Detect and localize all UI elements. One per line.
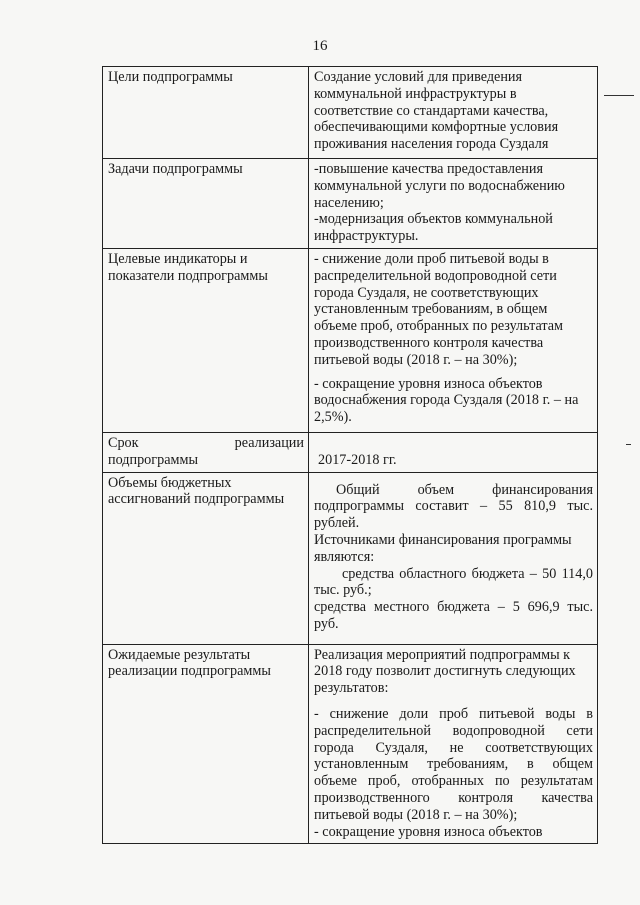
results-intro: Реализация мероприятий подпрограммы к 2018 году позволит достигнуть следующих результатов: bbox=[314, 646, 576, 697]
margin-mark bbox=[626, 444, 631, 445]
row-label-indicators: Целевые индикаторы и показатели подпрограммы bbox=[103, 248, 309, 432]
table-row bbox=[103, 67, 598, 159]
row-label-results: Ожидаемые результаты реализации подпрограммы bbox=[103, 644, 309, 844]
result-item: - снижение доли проб питьевой воды в распределительной водопроводной сети города Суздаля, не соответствующих установленным требованиям, в общем объеме проб, отобранных по результатам производственного контроля качества питьевой воды (2018 г. – на 30%); bbox=[314, 705, 593, 823]
row-label-goals: Цели подпрограммы bbox=[103, 67, 309, 159]
row-value-budget bbox=[309, 472, 598, 644]
margin-mark bbox=[604, 95, 634, 96]
indicator-item: - снижение доли проб питьевой воды в распределительной водопроводной сети города Суздаля, не соответствующих установленным требованиям, в общем объеме проб, отобранных по результатам производственного контроля качества питьевой воды (2018 г. – на 30%); bbox=[314, 250, 564, 368]
row-value-results bbox=[309, 644, 598, 844]
row-label-tasks: Задачи подпрограммы bbox=[103, 159, 309, 249]
row-label-budget: Объемы бюджетных ассигнований подпрограммы bbox=[103, 472, 309, 644]
row-value-term bbox=[309, 432, 598, 472]
table-row bbox=[103, 472, 598, 644]
result-item: - сокращение уровня износа объектов bbox=[314, 823, 543, 840]
table-row bbox=[103, 644, 598, 844]
row-value-tasks bbox=[309, 159, 598, 249]
term-value: 2017-2018 гг. bbox=[318, 451, 397, 468]
task-item: -повышение качества предоставления коммунальной услуги по водоснабжению населению; bbox=[314, 161, 565, 211]
table-row bbox=[103, 159, 598, 249]
term-label-word: реализации bbox=[234, 434, 304, 451]
row-value-indicators bbox=[309, 248, 598, 432]
indicator-item: - сокращение уровня износа объектов водоснабжения города Суздаля (2018 г. – на 2,5%). bbox=[314, 375, 579, 426]
budget-total: Общий объем финансирования подпрограммы составит – 55 810,9 тыс. рублей. bbox=[314, 481, 593, 532]
task-item: -модернизация объектов коммунальной инфраструктуры. bbox=[314, 211, 553, 245]
goals-text: Создание условий для приведения коммунальной инфраструктуры в соответствие со стандартами качества, обеспечивающими комфортные условия проживания населения города Суздаля bbox=[314, 69, 559, 153]
budget-local: средства местного бюджета – 5 696,9 тыс. руб. bbox=[314, 599, 593, 632]
subprogram-passport-table bbox=[102, 66, 598, 844]
table-row bbox=[103, 432, 598, 472]
row-value-goals bbox=[309, 67, 598, 159]
page-number: 16 bbox=[312, 38, 328, 54]
term-label-line bbox=[108, 435, 304, 452]
term-label-word: Срок bbox=[108, 434, 139, 451]
budget-sources-intro: Источниками финансирования программы являются: bbox=[314, 531, 572, 565]
term-label-word: подпрограммы bbox=[108, 451, 198, 468]
row-label-term bbox=[103, 432, 309, 472]
table-row bbox=[103, 248, 598, 432]
budget-regional: средства областного бюджета – 50 114,0 тыс. руб.; bbox=[314, 565, 593, 599]
